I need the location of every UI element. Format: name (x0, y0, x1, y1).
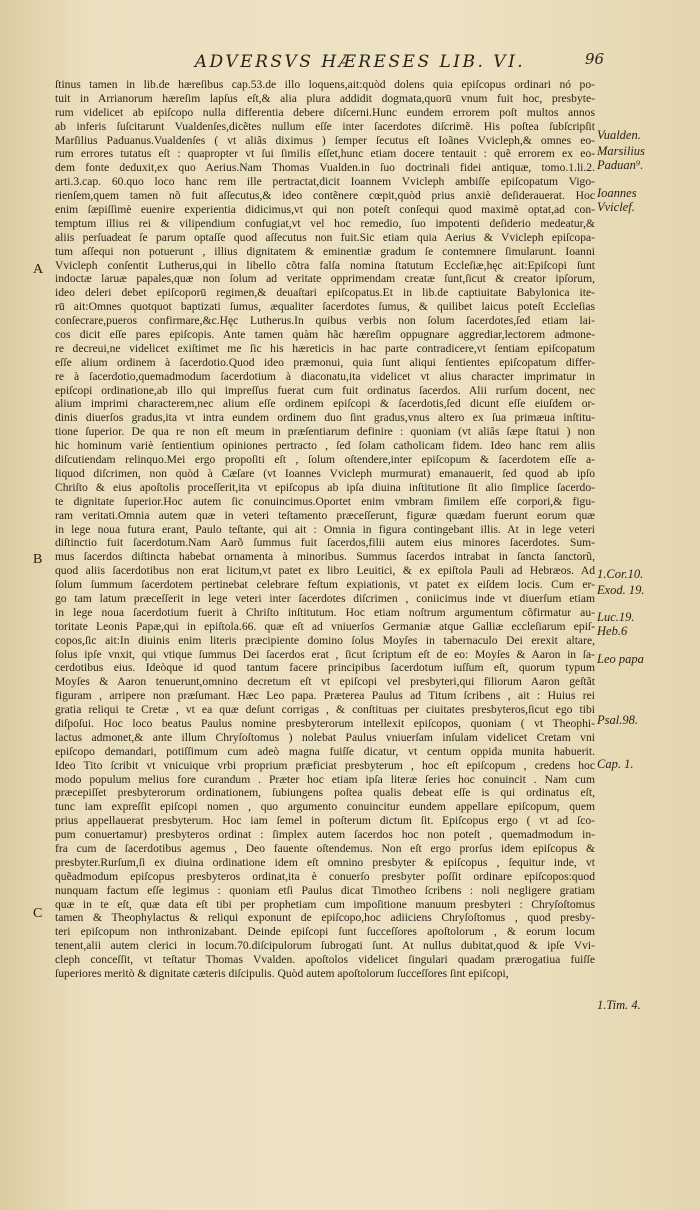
text-line: tunc iam expreſſit epiſcopi nomen , quo argumento conuincitur eundem appellare epiſcopum, quem (55, 800, 595, 814)
text-line: copos,ſic ait:In diuinis enim literis præcipiente domino ſolus Moyſes in tabernaculo Dei erexit altare, (55, 633, 595, 647)
text-line: ram veritati.Omnia autem quæ in veteri teſtamento præceſſerunt, figuræ quædam fuerunt eorum quæ (55, 508, 595, 522)
margin-note-1tim: 1.Tim. 4. (597, 998, 641, 1012)
text-line: tenent,alii autem clerici in locum.70.diſcipulorum ſubrogati ſunt. At nullus dubitat,quod & ipſe Vvi- (55, 939, 595, 953)
margin-note-leo-papa: Leo papa (597, 652, 644, 666)
section-letter-a: A (33, 262, 44, 277)
text-line: presbyter.Rurſum,ſi ex diuina ordinatione idem eſt omnino presbyter & epiſcopus , ſequitur inde, vt (55, 855, 595, 869)
text-line: temptum illius rei & vilipendium confugiat,vt vel hoc remedio, ſuo impotenti deſiderio medeatur,& (55, 216, 595, 230)
text-line: diſcutiendam relinquo.Mei ergo propoſiti eſt , ſolum oſtendere,inter epiſcopum & ſacerdotem eſſe a- (55, 453, 595, 467)
text-line: Marſilius Paduanus.Vualdenſes ( vt aliâs diximus ) ſemper ſecutus eſt Ioãnes Vvicleph,& omnes eo- (55, 133, 595, 147)
text-line: quẽadmodum epiſcopus presbyteros ordinat,ita è conuerſo presbyter poſſit ordinare epiſcopos:quod (55, 869, 595, 883)
text-line: Ideo Tito ſcribit vt vnicuique vrbi proprium præficiat presbyterum , hoc eſt epiſcopum , credens hoc (55, 758, 595, 772)
text-line: re à ſacerdotio,quemadmodum ſacerdotium à diaconatu,ita videlicet vt alius character imprimatur in (55, 369, 595, 383)
margin-note-luc: Luc.19. (597, 610, 635, 624)
text-line: modo populum melius fore curandum . Præter hoc etiam ipſa literæ ſeries hoc conuincit . Nam cum (55, 772, 595, 786)
text-line: fra cum de ſacerdotibus agemus , Deo fauente oſtendemus. Non eſt ergo prorſus idem epiſcopus & (55, 841, 595, 855)
text-line: diſpoſui. Hoc loco beatus Paulus nomine presbyterorum intellexit epiſcopos, quoniam ( vt Theophi- (55, 716, 595, 730)
text-line: rienſem,quem tamen nõ fuit aſſecutus,& ideo contẽnere cœpit,quòd prius anxiè deſiderauerat. Hoc (55, 189, 595, 203)
text-line: ideo deleri debet epiſcoporū regimen,& deuaſtari epiſcopatus.Et in lib.de captiuitate Babylonica ite- (55, 286, 595, 300)
text-line: ſtinus tamen in lib.de hæreſibus cap.53.de illo loquens,ait:quòd dolens quia epiſcopus ordinari nó po- (55, 78, 595, 91)
text-line: cos dicit eſſe pares epiſcopis. Ante tamen quàm hãc hæreſim oppugnare aggrediar,lectorem admone- (55, 328, 595, 342)
text-line: ab inferis ſuſcitarunt Vualdenſes,dicẽtes nullum eſſe inter ſacerdotes diſcrimẽ. His poſtea ſubſcripſit (55, 119, 595, 133)
text-line: dinis diuerſos gradus,ita vt intra eundem ordinem duo ſint gradus,vnus altero ex ſua primæua inſtitu- (55, 411, 595, 425)
text-line: alium imprimi characterem,nec alium eſſe ordinem epiſcopi & ſacerdotis,ſed dicunt eſſe eiuſdem or- (55, 397, 595, 411)
text-line: aliis perſuadeat ſe parum optaſſe quod aſſecutus non fuit.Sic etiam quia Aerius & Vvicleph epiſcopa- (55, 230, 595, 244)
text-line: conſecrare,pueros confirmare,&c.Hęc Lutherus.In quibus verbis non ſolum ſacerdotes,ſed etiam lai- (55, 314, 595, 328)
margin-note-psal: Psal.98. (597, 713, 638, 727)
text-line: re decreui,ne videlicet exiſtimet me ſic his hæreticis in hac parte contradicere,vt ſentiam epiſcopatum (55, 341, 595, 355)
text-line: ſuperiores meritò & dignitate cæteris diſcipulis. Quòd autem apoſtolorum ſucceſſores ſint epiſcopi, (55, 967, 509, 980)
text-line: rū ait:Omnes quotquot baptizati ſumus, æqualiter ſacerdotes ſumus, & quilibet laicus poteſt Eccleſias (55, 300, 595, 314)
text-line: epiſcopi ordinatione,ab illo qui impreſſus fuerat cum fuit ordinatus ſacerdos. Alii rurſum docent, nec (55, 383, 595, 397)
text-line: ſolum ſummum ſacerdotem pertinebat celebrare feſtum expiationis, vt patet ex eiſdem locis. Cum er- (55, 578, 595, 592)
text-line: Chriſto & eius apoſtolis proceſſerit,ita vt epiſcopus ab ipſa diuina inſtitutione ſit alio ſimplice ſacerdo- (55, 480, 595, 494)
text-line: in lege noua futura erant, Paulo teſtante, qui ait : Omnia in figura contingebant illis. At in lege veteri (55, 522, 595, 536)
text-line: Vvicleph conſentit Lutherus,qui in libello cõtra falſa nomina ſtatutum Eccleſiæ,hęc ait:Epiſcopi ſunt (55, 258, 595, 272)
text-line: præcepiſſet presbyterorum ordinationem, ſubiungens poſtea qualis debeat eſſe is qui ordinatus eſt, (55, 786, 595, 800)
text-line: figuram , arripere non præſumant. Hæc Leo papa. Præterea Paulus ad Titum ſcribens , ait : Huius rei (55, 689, 595, 703)
text-line: dem fonte deduxit,ex quo Aerius.Nam Thomas Vualden.in ſuo doctrinali fidei antiquæ, tomo.1.li.2. (55, 161, 595, 175)
text-line: indoctæ laruæ papales,quæ non ſolum ad veritate opprimendam creatæ ſunt,ſicut & creator ipſorum, (55, 272, 595, 286)
text-line: hic hominum variè ſentientium opiniones pertracto , ſed ſolam catholicam fidem. Ideo hanc rem aliis (55, 439, 595, 453)
text-line: cleph conceſſit, vt teſtatur Thomas Vvalden. apoſtolos videlicet ſingulari quadam prærogatiua fuiſſe (55, 953, 595, 967)
text-line: pum conuertamur) presbyteros ordinat : ſimplex autem ſacerdos hoc non poteſt , quemadmodum in- (55, 828, 595, 842)
text-line: quod aliis ſacerdotibus non erat licitum,vt patet ex libro Leuitici, & ex epiſtola Pauli ad Hebræos. Ad (55, 564, 595, 578)
running-head: ADVERSVS HÆRESES LIB. VI. (194, 52, 526, 72)
margin-note-marsilius: Marsilius Paduan⁹. (597, 144, 645, 172)
text-line: eſſe alium ordinem à ſacerdotio.Quod ideo præmonui, quia ſunt aliqui ſentientes epiſcopatum differ- (55, 355, 595, 369)
text-line: gratia reliqui te Cretæ , vt ea quæ deſunt corrigas , & conſtituas per ciuitates presbyteros,ſicut ego tibi (55, 703, 595, 717)
text-line: ſolus ipſe vnxit, qui vtique ſummus Dei ſacerdos erat , ſicut ſcriptum eſt de eo: Moyſes & Aaron in ſa- (55, 647, 595, 661)
text-line: toritate Leonis Papæ,qui in epiſtola.66. quæ eſt ad vniuerſos Germaniæ atque Galliæ eccleſiarum epiſ- (55, 619, 595, 633)
text-line: rum errores tutatus eſt : quapropter vt ſui ſimilis eſſet,hunc etiam docere tentauit : quẽ errorem ex eo- (55, 147, 595, 161)
text-line: diſtinctio fuit ſacerdotum.Nam Aarõ ſummus fuit ſacerdos,filii autem eius minores ſacerdotes. Sum- (55, 536, 595, 550)
text-line: prius appellauerat presbyterum. Hoc iam ſemel in poſterum dictum ſit. Epiſcopus ergo ( vt ad ſco- (55, 814, 595, 828)
text-line: teri epiſcopum non inthronizabant. Deinde epiſcopi ſunt ſucceſſores apoſtolorum , & eorum locum (55, 925, 595, 939)
text-line: tamen & Theophylactus & reliqui exponunt de epiſcopo,hoc adiiciens Chryſoſtomus , quod presby- (55, 911, 595, 925)
text-line: enim ſæpiſſimè euenire experientia didicimus,vt qui non poteſt conſequi quod maximè optat,ad con- (55, 203, 595, 217)
margin-note-vualden: Vualden. (597, 128, 641, 142)
margin-note-exod: Exod. 19. (597, 583, 645, 597)
text-line: cerdotibus eius. Ideòque id quod tantum facere principibus ſacerdotum iuſſum eſt, quorum typum (55, 661, 595, 675)
text-line: liquod diſcrimen, non quòd à Cæſare (vt Ioannes Vvicleph murmurat) emanauerit, ſed quod ab ipſo (55, 466, 595, 480)
text-line: rum videlicet ab epiſcopo nulla differentia debere diſcerni.Hunc eundem errorem poſt multos annos (55, 105, 595, 119)
text-line: tuit in Arrianorum hæreſim lapſus eſt,& alia plura addidit dogmata,quorū vnum fuit hoc, presbyte- (55, 91, 595, 105)
text-line: lactus admonet,& ante illum Chryſoſtomus ) nolebat Paulus vniuerſam inſulam videlicet Cretam vni (55, 730, 595, 744)
text-line: tum aſſequi non potuerunt , illius dignitatem & eminentiæ gradum ſe contemnere ſimularunt. Ioanni (55, 244, 595, 258)
text-line: mus ſacerdos diſtincta habebat ornamenta à minoribus. Summus ſacerdos intrabat in ſancta ſanctorũ, (55, 550, 595, 564)
text-line: nunquam factum eſſe legimus : quoniam etſi Paulus dicat Timotheo ſcribens : noli negligere gratiam (55, 883, 595, 897)
margin-note-cap: Cap. 1. (597, 757, 634, 771)
section-letter-c: C (33, 906, 43, 921)
margin-note-heb: Heb.6 (597, 624, 628, 638)
text-line: te dignitate ſuperior.Hoc autem ſic conuincimus.Oportet enim vmbram ſimilem eſſe corpori,& figu- (55, 494, 595, 508)
body-text (55, 78, 595, 981)
text-line: go tam latum præceſſerit in lege veteri inter ſacerdotes diſcrimen , coniicimus inde vt diuerſum etiam (55, 591, 595, 605)
text-line: epiſcopo demandari, potiſſimum cum adeò magna fuiſſe dicatur, vt centum oppida munita habuerit. (55, 744, 595, 758)
page-number: 96 (585, 50, 605, 68)
margin-note-1cor: 1.Cor.10. (597, 567, 644, 581)
text-line: quæ in te eſt, quæ data eſt tibi per prophetiam cum impoſitione manuum presbyteri : Chryſoſtomus (55, 897, 595, 911)
text-line: arti.3.cap. 60.quo loco hanc rem ille pertractat,dicit Ioannem Vvicleph ambiſſe epiſcopatum Vigo- (55, 175, 595, 189)
text-line: in lege noua ſacerdotium fuerit à Chriſto inſtitutum. Hoc etiam noſtrum argumentum cõfirmatur au- (55, 605, 595, 619)
text-line: tione ſuperior. De qua re non eſt meum in præſentiarum definire : quoniam (vt aliâs ſæpe ſtatui ) non (55, 425, 595, 439)
text-line: Moyſes & Aaron tenuerunt,omnino decretum eſt vt epiſcopi vel presbyteri,qui filiorum Aaron geſtãt (55, 675, 595, 689)
margin-note-ioannes: Ioannes Vviclef. (597, 186, 637, 214)
section-letter-b: B (33, 552, 43, 567)
